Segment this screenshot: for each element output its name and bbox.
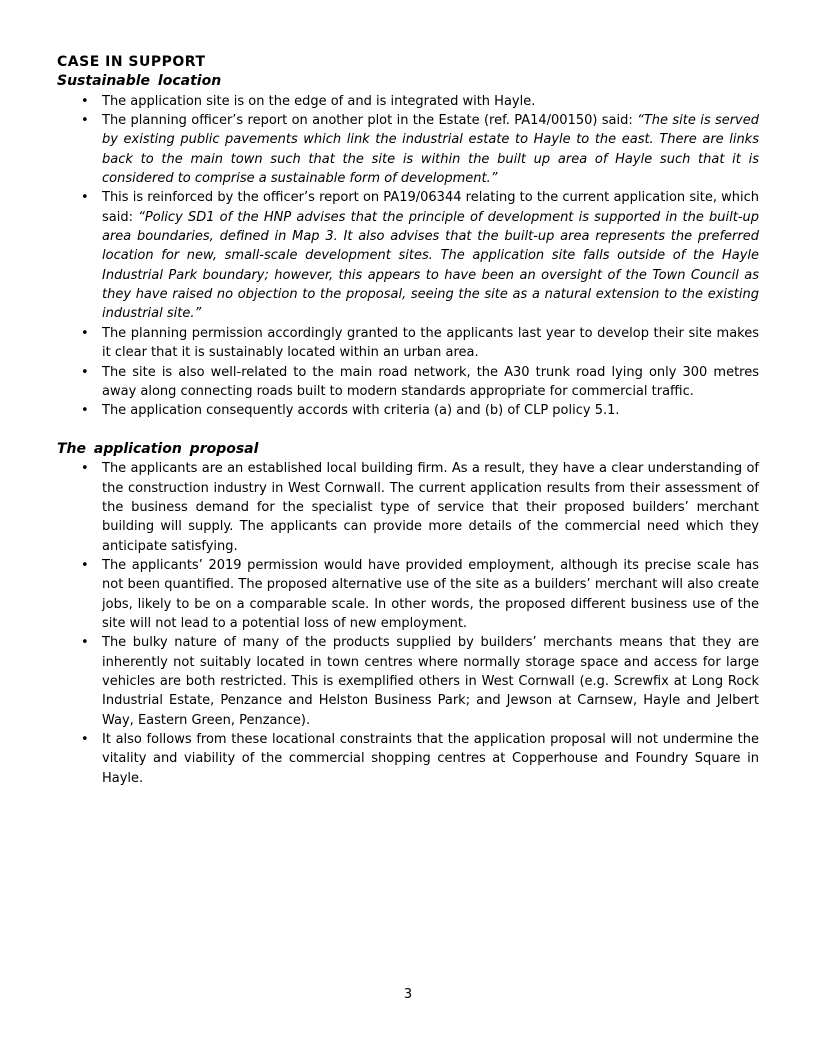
list-item [57, 633, 759, 730]
bullet-list [57, 459, 759, 788]
text-run-quote: “Policy SD1 of the HNP advises that the principle of development is supported in the built-up area boundaries, defined in Map 3. It also advises that the built-up area represents the preferred location for new, small-scale development sites. The application site falls outside of the Hayle Industrial Park boundary; however, this appears to have been an oversight of the Town Council as they have raised no objection to the proposal, seeing the site as a natural extension to the existing industrial site.” [102, 209, 759, 322]
list-item [57, 363, 759, 402]
section-sustainable-location [57, 72, 759, 420]
text-run: This is reinforced by the officer’s report on PA19/06344 relating to the current application site, which said: [102, 190, 759, 225]
list-item [57, 459, 759, 556]
bullet-icon: • [81, 190, 89, 206]
bullet-icon: • [81, 557, 89, 573]
bullet-icon: • [81, 113, 89, 129]
text-run: The application site is on the edge of and is integrated with Hayle. [102, 93, 536, 109]
text-run: The bulky nature of many of the products supplied by builders’ merchants means that they are inherently not suitably located in town centres where normally storage space and access for large vehicles are both restricted. This is exemplified others in West Cornwall (e.g. Screwfix at Long Rock Industrial Estate, Penzance and Helston Business Park; and Jewson at Carnsew, Hayle and Jelbert Way, Eastern Green, Penzance). [102, 635, 759, 728]
section-application-proposal [57, 440, 759, 788]
bullet-list [57, 92, 759, 421]
bullet-icon: • [81, 461, 89, 477]
document-heading: CASE IN SUPPORT [57, 54, 206, 70]
bullet-icon: • [81, 93, 89, 109]
text-run: The site is also well-related to the main road network, the A30 trunk road lying only 300 metres away along connecting roads built to modern standards appropriate for commercial traffic. [102, 364, 759, 399]
bullet-icon: • [81, 325, 89, 341]
page-number: 3 [403, 987, 413, 1002]
bullet-icon: • [81, 403, 89, 419]
text-run: The application consequently accords with criteria (a) and (b) of CLP policy 5.1. [102, 403, 620, 419]
text-run: The applicants are an established local building firm. As a result, they have a clear understanding of the construction industry in West Cornwall. The current application results from their assessment of the business demand for the specialist type of service that their proposed builders’ merchant building will supply. The applicants can provide more details of the commercial need which they anticipate satisfying. [102, 461, 759, 554]
text-run: The applicants’ 2019 permission would have provided employment, although its precise scale has not been quantified. The proposed alternative use of the site as a builders’ merchant will also create jobs, likely to be on a comparable scale. In other words, the proposed different business use of the site will not lead to a potential loss of new employment. [102, 557, 759, 631]
bullet-icon: • [81, 732, 89, 748]
list-item [57, 111, 759, 188]
text-run: It also follows from these locational constraints that the application proposal will not undermine the vitality and viability of the commercial shopping centres at Copperhouse and Foundry Square in Hayle. [102, 732, 759, 786]
bullet-icon: • [81, 364, 89, 380]
document-content [57, 53, 759, 788]
list-item [57, 556, 759, 633]
text-run: The planning permission accordingly granted to the applicants last year to develop their site makes it clear that it is sustainably located within an urban area. [102, 325, 759, 361]
bullet-icon: • [81, 635, 89, 651]
section-title-application-proposal: The application proposal [57, 440, 259, 457]
text-run: The planning officer’s report on another plot in the Estate (ref. PA14/00150) said: [102, 113, 638, 129]
list-item [57, 92, 759, 111]
list-item [57, 188, 759, 323]
text-run-quote: “The site is served by existing public pavements which link the industrial estate to Hayle to the east. There are links back to the main town such that the site is within the built up area of Hayle such that it is considered to comprise a sustainable form of development.” [102, 113, 760, 187]
section-title-sustainable-location: Sustainable location [57, 73, 222, 90]
list-item [57, 401, 759, 420]
list-item [57, 324, 759, 363]
page-footer [0, 985, 816, 1004]
list-item [57, 730, 759, 788]
